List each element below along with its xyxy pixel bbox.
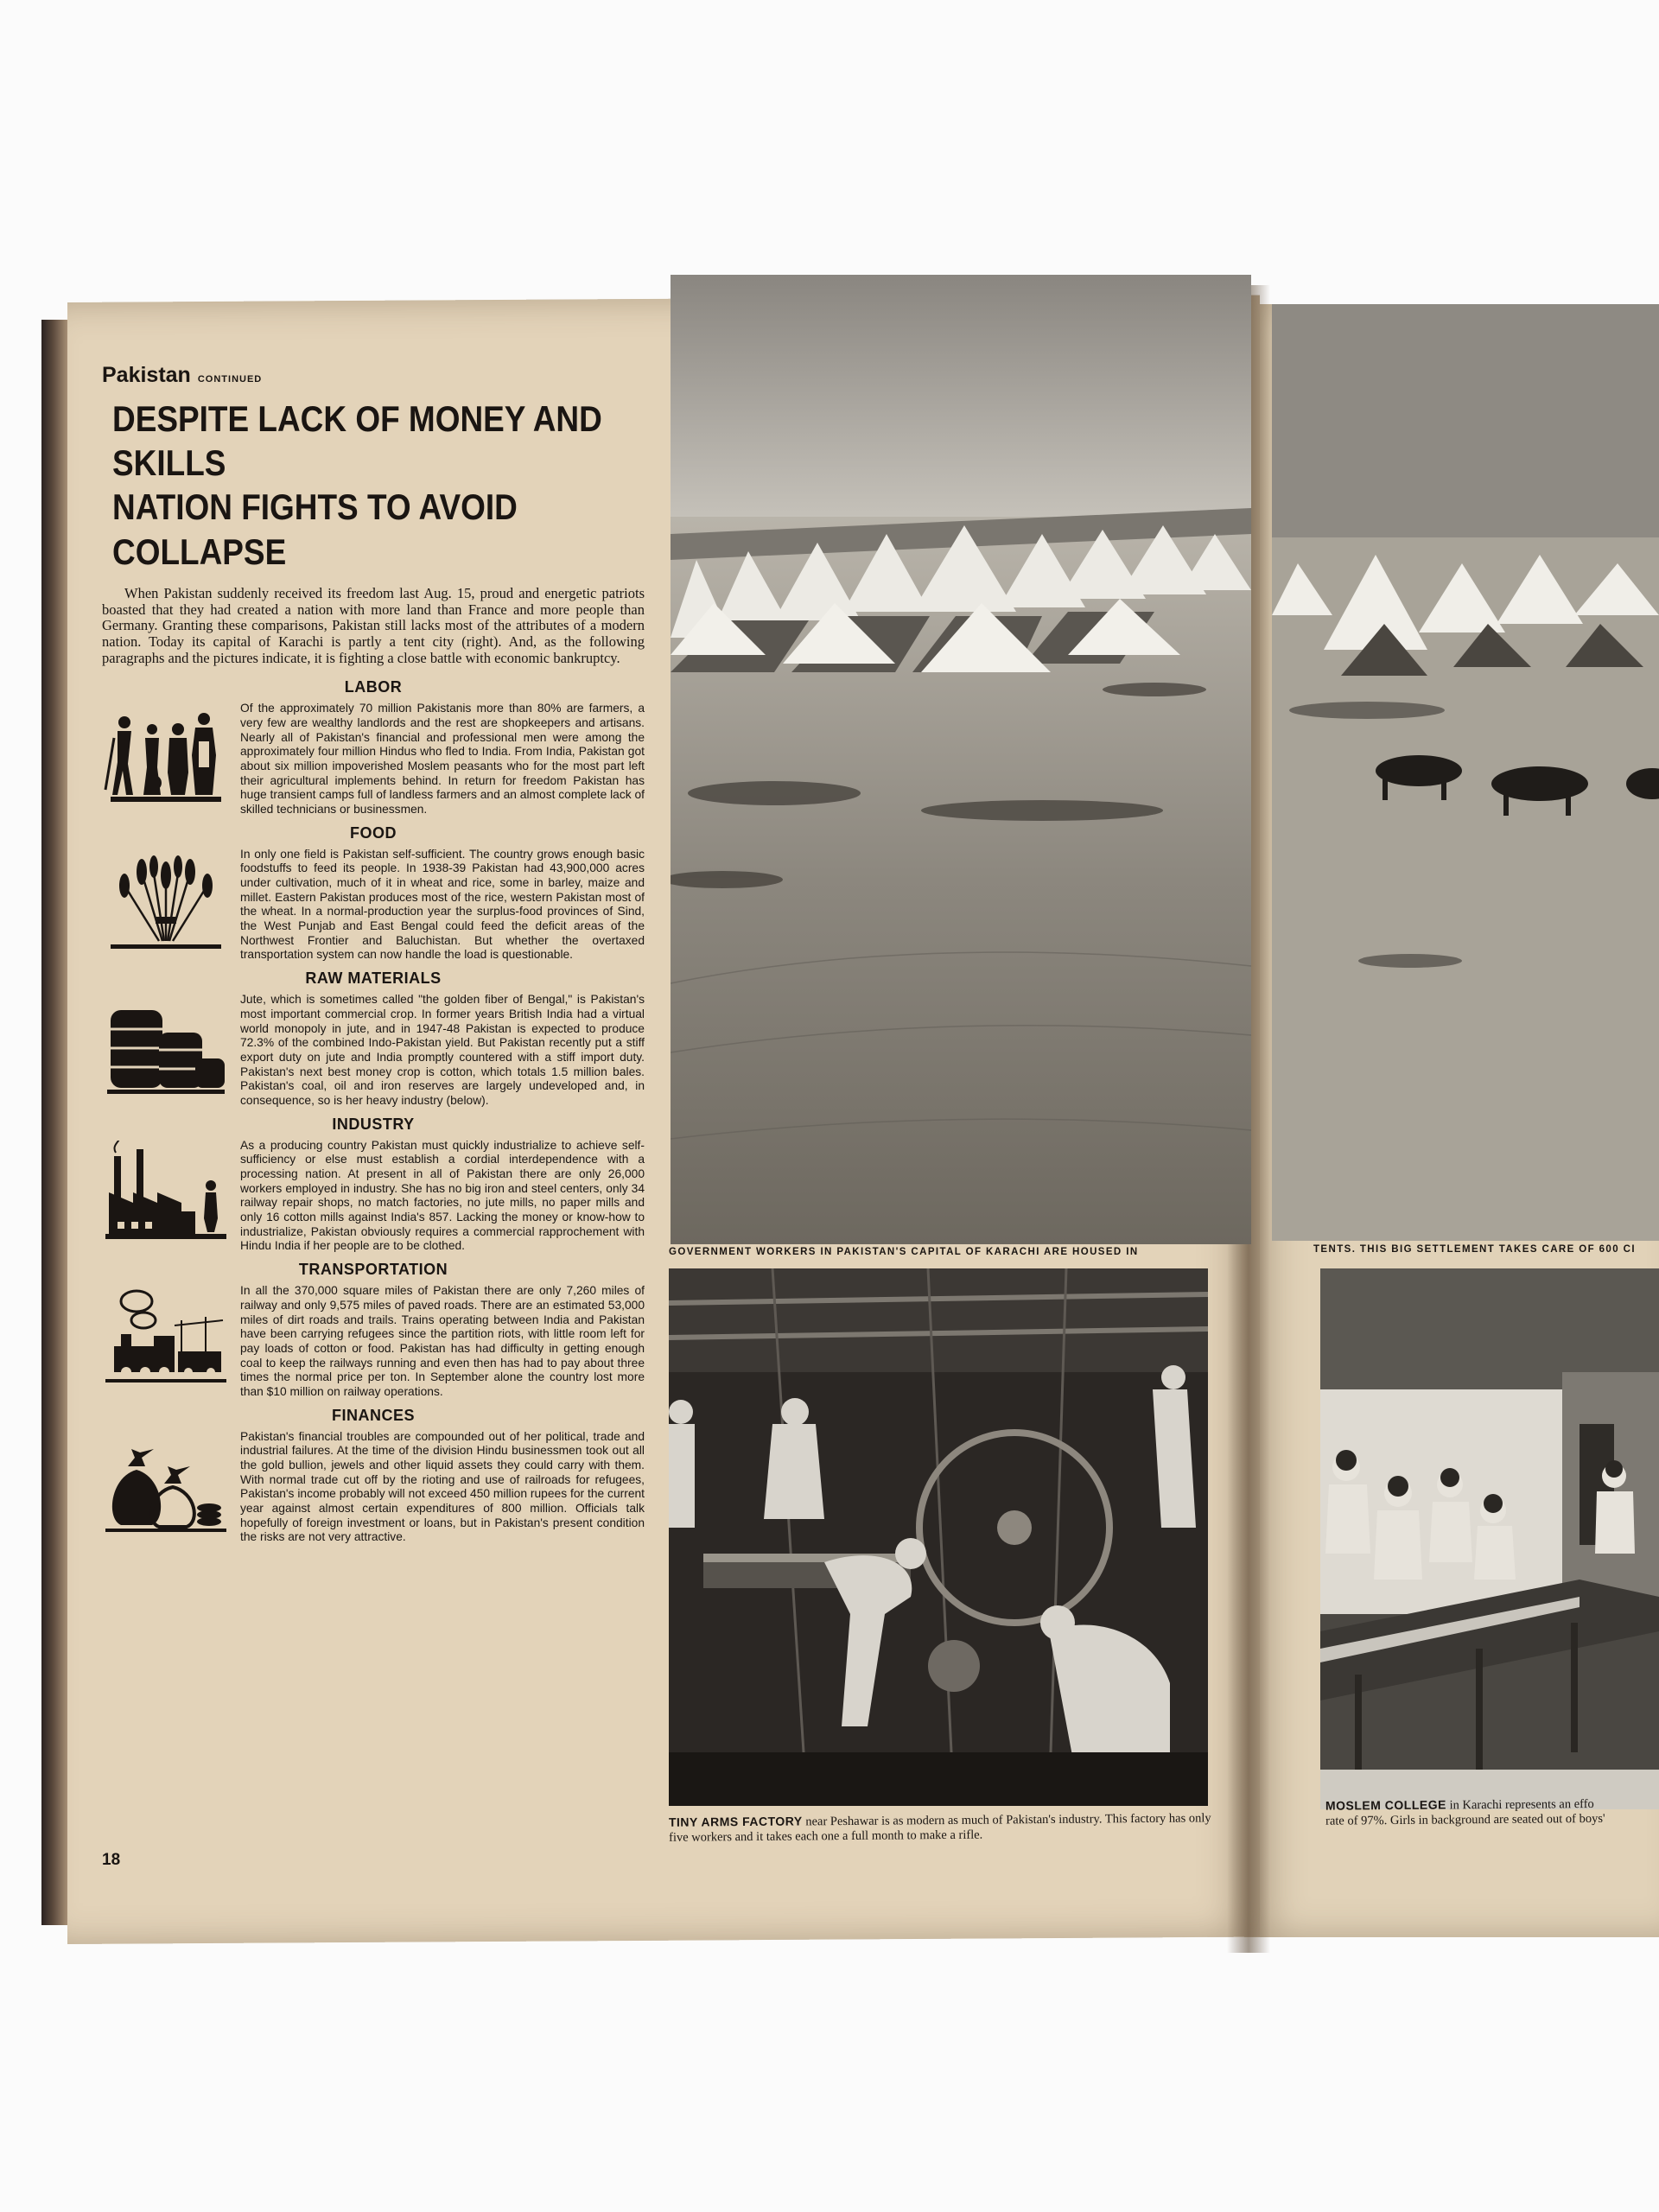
- section-finances: [102, 1407, 645, 1546]
- page-number: 18: [102, 1851, 121, 1869]
- factory-caption-text: near Peshawar is as modern as much of Pakistan's industry. This factory has only five workers and it takes each one a full month to make a rifle.: [669, 1811, 1211, 1845]
- section-heading: TRANSPORTATION: [298, 1261, 448, 1279]
- section-body: Jute, which is sometimes called "the golden fiber of Bengal," is Pakistan's most important commercial crop. In former years British India had a virtual world monopoly in jute, and in 1947-48 Pakistan is expected to produce 72.3% of the combined Indo-Pakistan yield. But Pakistan recently put a stiff export duty on jute and India promptly countered with a stiff import duty. Pakistan's next best money crop is cotton, which totals 1.5 million bales. Pakistan's coal, oil and iron reserves are largely undeveloped and, in consequence, so is her heavy industry (below).: [240, 993, 645, 1107]
- series-suffix: CONTINUED: [197, 374, 263, 385]
- tent-caption-right: TENTS. THIS BIG SETTLEMENT TAKES CARE OF 600 CI: [1313, 1244, 1636, 1255]
- section-food: [102, 824, 645, 963]
- section-body: In all the 370,000 square miles of Pakistan there are only 7,260 miles of railway and only 9,575 miles of paved roads. There are an estimated 53,000 miles of dirt roads and trails. Trains operating between India and Pakistan have been carrying refugees since the partition riots, with little room left for pay loads of cotton or food. Pakistan has had difficulty in getting enough coal to keep the railways running and even then has had to pay about three times the normal price per ton. In September alone the country lost more than $10 million on railway operations.: [240, 1284, 645, 1398]
- section-heading: FINANCES: [331, 1406, 415, 1424]
- moslem-college-photo: [1320, 1268, 1659, 1809]
- headline: [112, 397, 652, 574]
- tent-city-photo: [671, 275, 1251, 1244]
- series-name: Pakistan: [102, 363, 191, 387]
- college-caption-line-2: rate of 97%. Girls in background are seated out of boys': [1325, 1811, 1605, 1828]
- section-transportation: [102, 1261, 645, 1400]
- spine-edge: [41, 320, 71, 1925]
- college-caption-line-1: in Karachi represents an effo: [1449, 1796, 1594, 1813]
- money-bags-icon: [102, 1432, 230, 1535]
- jute-bales-icon: [102, 995, 230, 1098]
- section-body: As a producing country Pakistan must quickly industrialize to achieve self-sufficiency or else must establish a cordial interdependence with a processing nation. At present in all of Pakistan there are only 26,000 workers employed in industry. She has no big iron and steel centers, only 34 railway repair shops, no match factories, no jute mills, no paper mills and only 16 cotton mills against India's 857. Lacking the money or know-how to industrialize, Pakistan obviously requires a commercial rapprochement with Hindu India if her people are to be clothed.: [240, 1138, 645, 1253]
- college-caption-lead: MOSLEM COLLEGE: [1325, 1797, 1446, 1813]
- section-heading: RAW MATERIALS: [305, 969, 442, 988]
- series-title: [102, 363, 645, 388]
- arms-factory-photo: [669, 1268, 1208, 1806]
- tent-caption-left: GOVERNMENT WORKERS IN PAKISTAN'S CAPITAL OF KARACHI ARE HOUSED IN: [669, 1247, 1139, 1257]
- section-body: Of the approximately 70 million Pakistanis more than 80% are farmers, a very few are wealthy landlords and the rest are shopkeepers and artisans. Nearly all of Pakistan's financial and professional men were among the approximately four million Hindus who fled to India. From India, Pakistan got about six million impoverished Moslem peasants who for the most part left their agricultural implements behind. In return for freedom Pakistan has huge transient camps full of landless farmers and an almost complete lack of skilled technicians or businessmen.: [240, 702, 645, 816]
- section-heading: INDUSTRY: [332, 1115, 415, 1133]
- article-column: [102, 363, 645, 1884]
- section-body: In only one field is Pakistan self-sufficient. The country grows enough basic foodstuffs to feed its people. In 1938-39 Pakistan had 43,900,000 acres under cultivation, much of it in wheat and rice, some in barley, maize and millet. Eastern Pakistan produces most of the rice, western Pakistan most of the wheat. In a normal-production year the surplus-food provinces of Sind, the West Punjab and East Bengal could feed the deficit areas of the Northwest Frontier and Baluchistan. But whether the overtaxed transportation system can now handle the load is questionable.: [240, 847, 645, 962]
- factory-caption: [669, 1810, 1222, 1846]
- factory-caption-lead: TINY ARMS FACTORY: [668, 1814, 803, 1829]
- tent-city-photo-right: [1272, 304, 1659, 1241]
- headline-line-1: DESPITE LACK OF MONEY AND SKILLS: [112, 398, 602, 484]
- section-body: Pakistan's financial troubles are compounded out of her political, trade and industrial failures. At the time of the division Hindu businessmen took out all the gold bullion, jewels and other liquid assets they could carry with them. With normal trade cut off by the rioting and use of railroads for refugees, Pakistan's income probably will not exceed 450 million rupees for the current year against almost certain expenditures of 800 million. Officials talk hopefully of foreign investment or loans, but in Pakistan's present condition the risks are not very attractive.: [240, 1429, 645, 1544]
- locomotive-icon: [102, 1286, 230, 1389]
- factory-icon: [102, 1141, 230, 1244]
- headline-line-2: NATION FIGHTS TO AVOID COLLAPSE: [112, 486, 518, 572]
- section-raw-materials: [102, 969, 645, 1109]
- section-heading: LABOR: [344, 678, 403, 696]
- section-labor: [102, 678, 645, 817]
- wheat-sheaf-icon: [102, 849, 230, 953]
- farmers-icon: [102, 703, 230, 807]
- section-industry: [102, 1116, 645, 1255]
- college-caption: [1325, 1796, 1659, 1829]
- intro-paragraph: When Pakistan suddenly received its freedom last Aug. 15, proud and energetic patriots boasted that they had created a nation with more land than France and more people than Germany. Granting these comparisons, Pakistan still lacks most of the attributes of a modern nation. Today its capital of Karachi is partly a tent city (right). And, as the following paragraphs and the pictures indicate, it is fighting a close battle with economic bankruptcy.: [102, 584, 645, 666]
- section-heading: FOOD: [350, 823, 397, 842]
